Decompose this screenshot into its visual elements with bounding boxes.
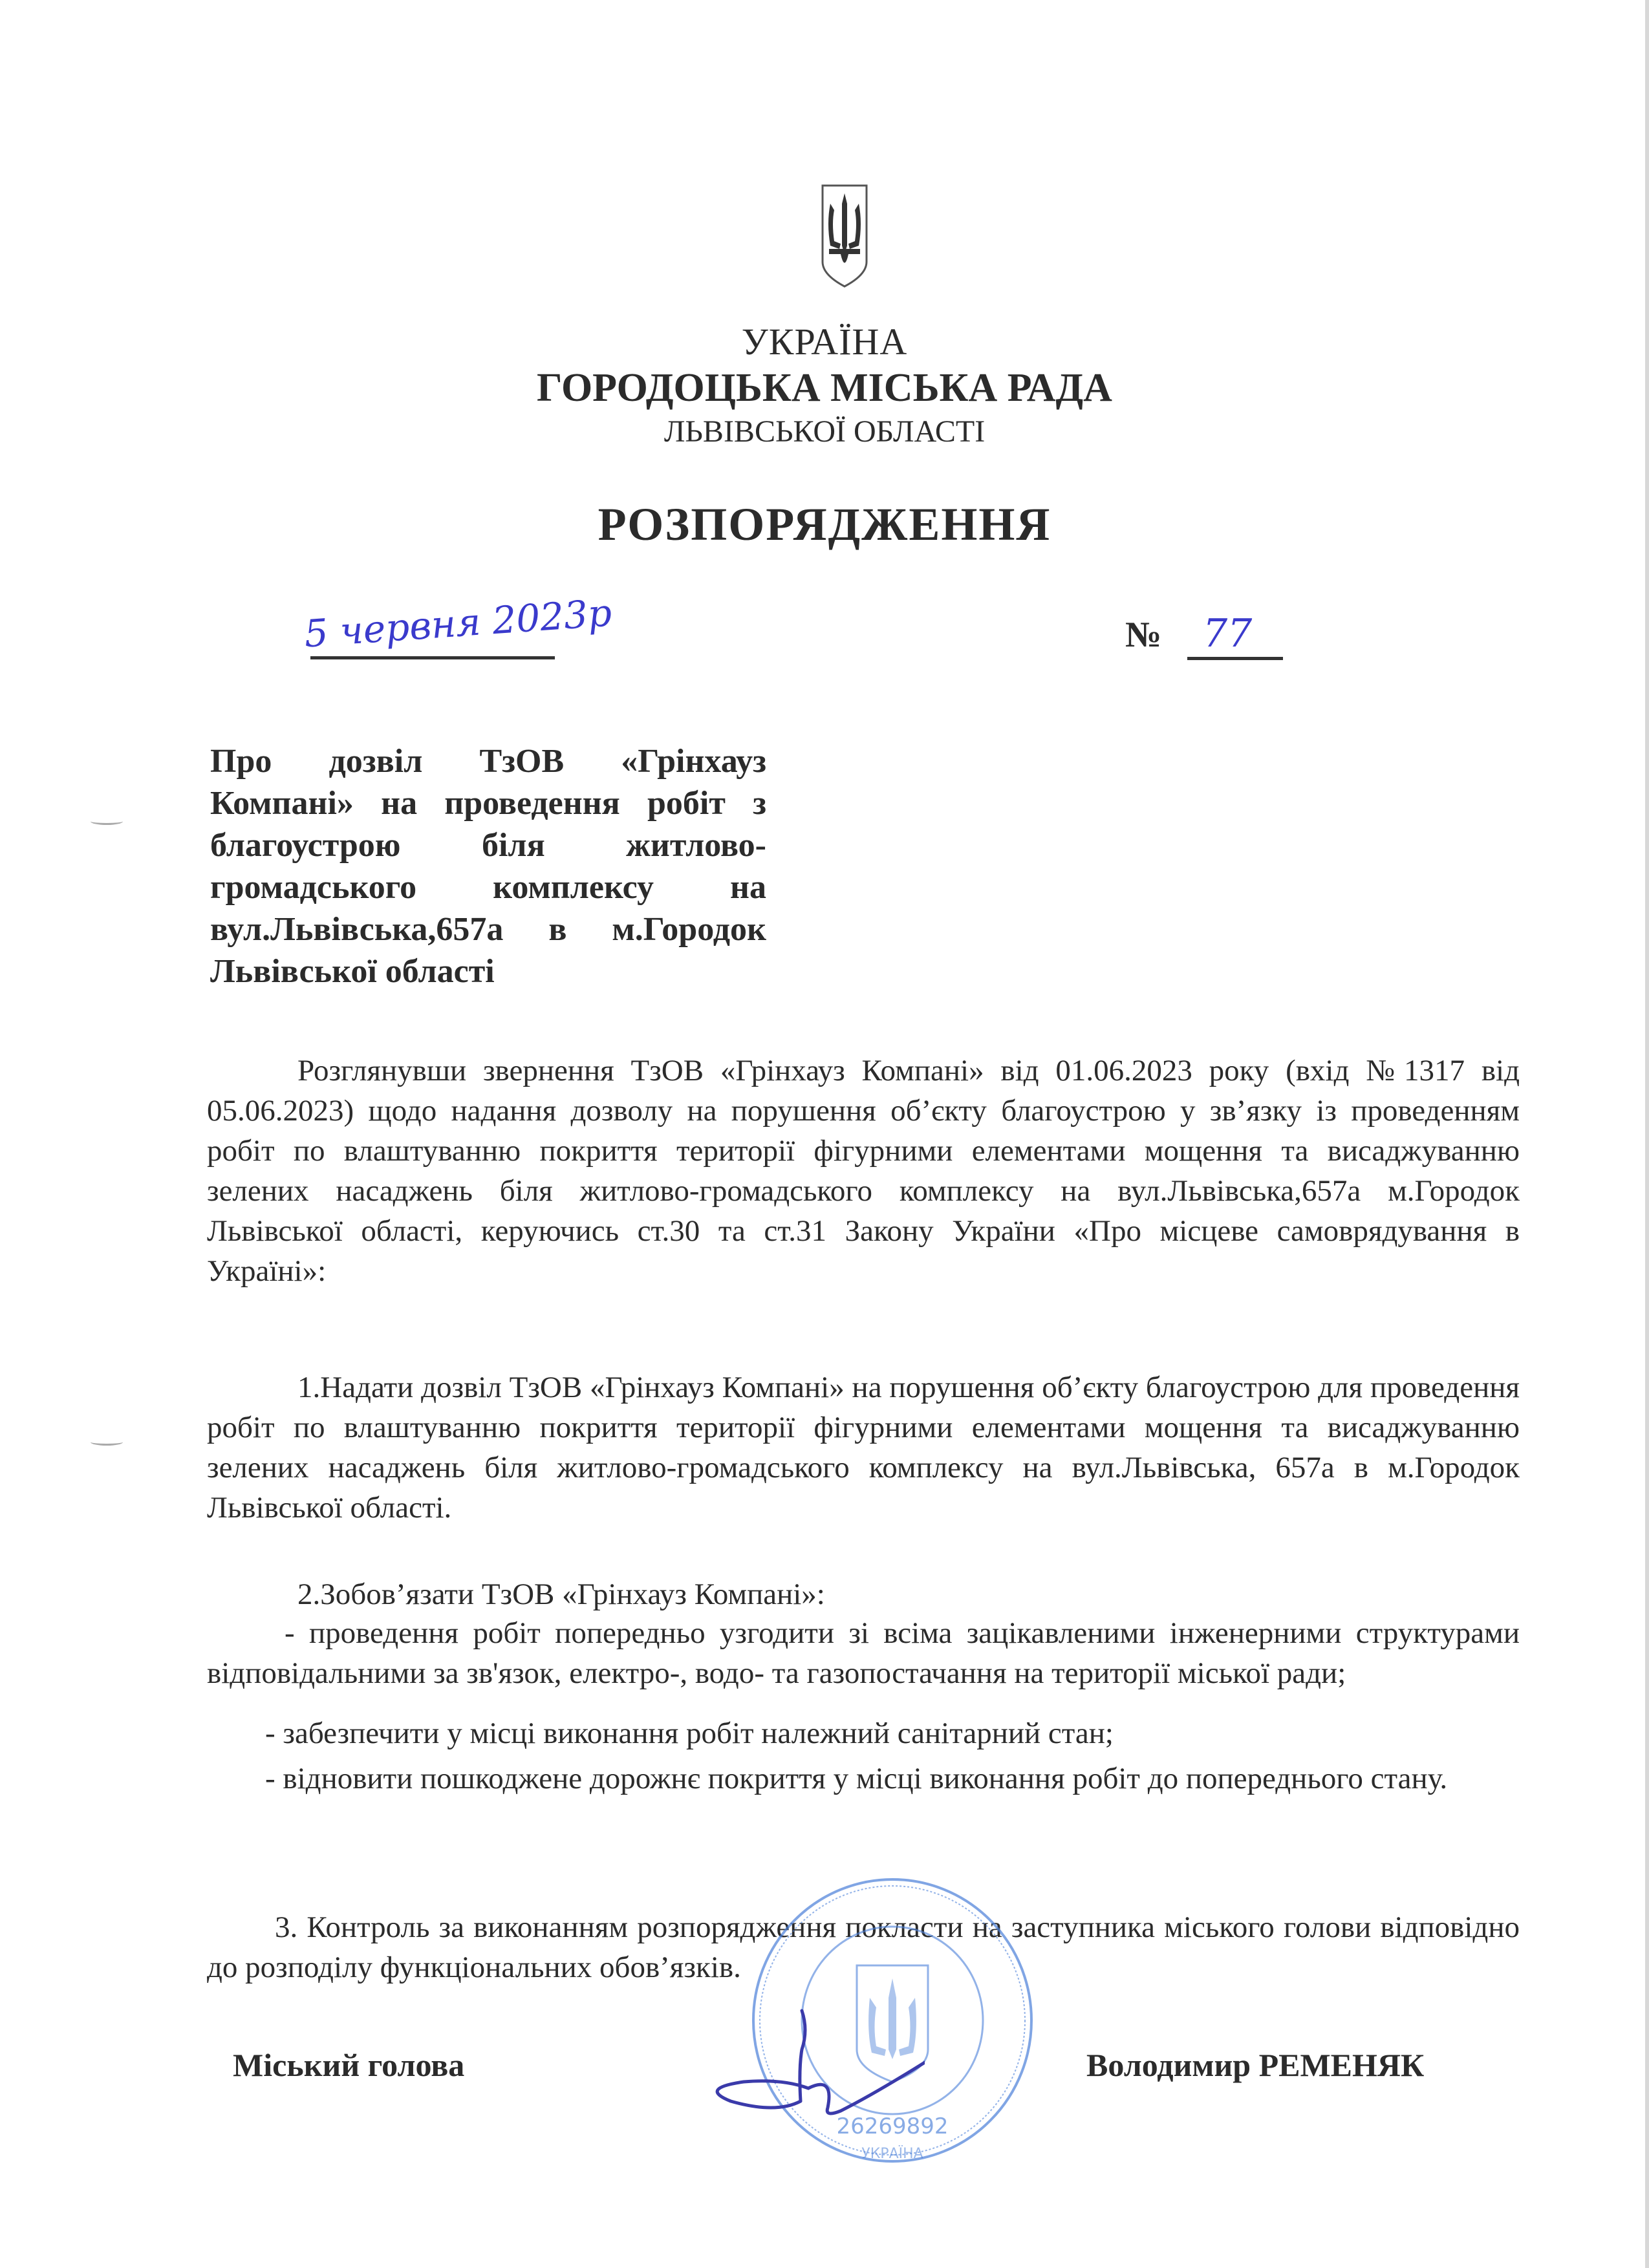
subject-line: благоустрою біля житлово-	[210, 827, 766, 864]
item-2-bullet: - відновити пошкоджене дорожнє покриття у місці виконання робіт до попереднього стану.	[265, 1762, 1448, 1795]
scan-artifact	[91, 818, 123, 825]
country-heading: УКРАЇНА	[741, 321, 908, 363]
signatory-name: Володимир РЕМЕНЯК	[1086, 2047, 1425, 2083]
item-3-paragraph: 3. Контроль за виконанням розпорядження покласти на заступника міського голови відповідно до розподілу функціональних обов’язків.	[207, 1910, 1520, 1984]
subject-line: Компані» на проведення робіт з	[210, 785, 766, 822]
signatory-title: Міський голова	[233, 2047, 465, 2083]
item-1-paragraph: 1.Надати дозвіл ТзОВ «Грінхауз Компані» на порушення об’єкту благоустрою для проведення робіт по влаштуванню покриття території фігурними елементами мощення та висаджуванню зелених насаджень біля житлово-громадського комплексу на вул.Львівська, 657а в м.Городок Львівської області.	[207, 1371, 1520, 1524]
trident-coat-of-arms-icon	[821, 184, 868, 288]
subject-line: Про дозвіл ТзОВ «Грінхауз	[210, 743, 766, 780]
subject-line: вул.Львівська,657а в м.Городок	[210, 911, 766, 948]
scan-artifact	[91, 1439, 123, 1446]
date-underline	[310, 656, 555, 659]
handwritten-date: 5 червня 2023р	[303, 590, 614, 656]
item-2-bullet: - забезпечити у місці виконання робіт належний санітарний стан;	[265, 1717, 1114, 1750]
item-2-bullet: - проведення робіт попередньо узгодити зі всіма зацікавленими інженерними структурами відповідальними за зв'язок, електро-, водо- та газопостачання на території міської ради;	[207, 1616, 1520, 1690]
preamble-paragraph: Розглянувши звернення ТзОВ «Грінхауз Компані» від 01.06.2023 року (вхід №1317 від 05.06.2023) щодо надання дозволу на порушення об’єкту благоустрою у зв’язку із проведенням робіт по влаштуванню покриття території фігурними елементами мощення та висаджуванню зелених насаджень біля житлово-громадського комплексу на вул.Львівська,657а м.Городок Львівської області, керуючись ст.30 та ст.31 Закону України «Про місцеве самоврядування в Україні»:	[207, 1054, 1520, 1288]
svg-text:УКРАЇНА: УКРАЇНА	[861, 2146, 923, 2162]
handwritten-number: 77	[1203, 611, 1253, 656]
item-2-paragraph: 2.Зобов’язати ТзОВ «Грінхауз Компані»:	[297, 1578, 825, 1611]
document-type-heading: РОЗПОРЯДЖЕННЯ	[598, 498, 1051, 550]
svg-text:26269892: 26269892	[836, 2113, 949, 2139]
council-heading: ГОРОДОЦЬКА МІСЬКА РАДА	[537, 366, 1112, 410]
region-heading: ЛЬВІВСЬКОЇ ОБЛАСТІ	[663, 414, 986, 449]
number-label: №	[1125, 615, 1162, 655]
subject-line: громадського комплексу на	[210, 869, 766, 906]
number-underline	[1187, 657, 1283, 660]
subject-line: Львівської області	[210, 953, 495, 990]
signature-icon	[705, 2004, 925, 2127]
document-subject	[210, 740, 766, 992]
